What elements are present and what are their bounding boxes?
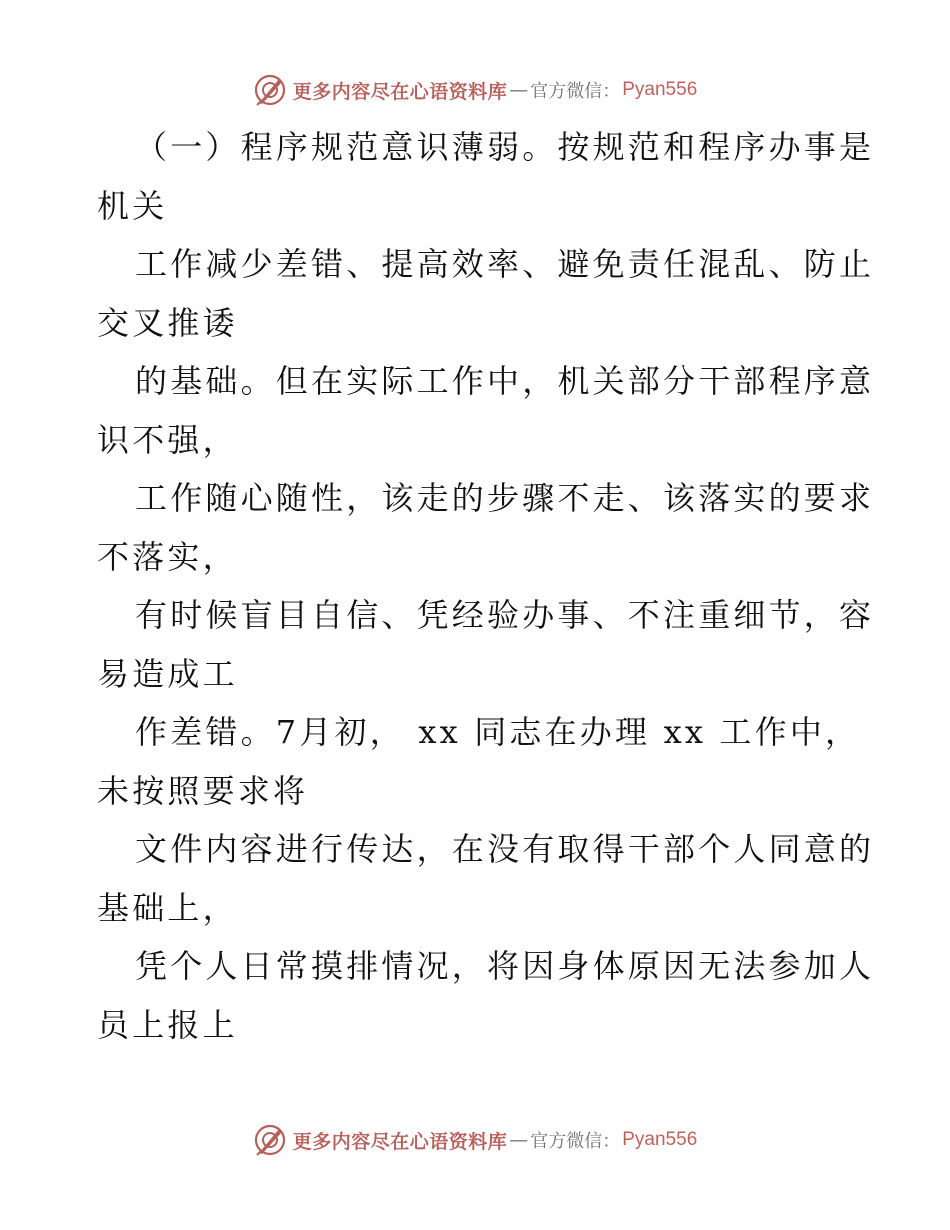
quill-pen-logo-icon: [253, 73, 287, 107]
paragraph-line: 工作减少差错、提高效率、避免责任混乱、防止: [135, 245, 875, 283]
footer-watermark-banner: [0, 1120, 950, 1160]
paragraph-line-wrap: 易造成工: [97, 654, 238, 693]
watermark-wechat-label: 官方微信：: [530, 1131, 621, 1152]
paragraph-line-wrap: 基础上，: [97, 888, 238, 927]
paragraph-line-wrap: 员上报上: [97, 1005, 238, 1044]
watermark-wechat-id: Pyan556: [622, 1129, 698, 1150]
paragraph: [97, 352, 875, 469]
watermark-wechat-id: Pyan556: [622, 79, 698, 100]
paragraph: [97, 937, 875, 1054]
paragraph-line-wrap: 交叉推诿: [97, 303, 238, 342]
paragraph-line: 文件内容进行传达，在没有取得干部个人同意的: [135, 830, 875, 868]
watermark-site-text: 更多内容尽在心语资料库: [292, 80, 508, 103]
quill-pen-logo-icon: [253, 1123, 287, 1157]
paragraph-line-wrap: 机关: [97, 186, 168, 225]
document-body: [97, 118, 875, 1054]
paragraph-line: 工作随心随性，该走的步骤不走、该落实的要求: [135, 479, 875, 517]
paragraph: [97, 586, 875, 703]
watermark-wechat-label: 官方微信：: [530, 81, 621, 102]
paragraph-line: 作差错。7月初， xx 同志在办理 xx 工作中，: [135, 713, 861, 751]
watermark-site-text: 更多内容尽在心语资料库: [292, 1130, 508, 1153]
paragraph: [97, 118, 875, 235]
paragraph-line: 的基础。但在实际工作中，机关部分干部程序意: [135, 362, 875, 400]
paragraph-line-wrap: 不落实，: [97, 537, 238, 576]
paragraph-line: 凭个人日常摸排情况，将因身体原因无法参加人: [135, 947, 875, 985]
watermark-separator: —: [509, 1129, 529, 1151]
paragraph-line-wrap: 识不强，: [97, 420, 238, 459]
header-watermark-banner: [0, 70, 950, 110]
paragraph: [97, 469, 875, 586]
paragraph: [97, 820, 875, 937]
watermark-separator: —: [509, 79, 529, 101]
paragraph-line-wrap: 未按照要求将: [97, 771, 309, 810]
paragraph-line: 有时候盲目自信、凭经验办事、不注重细节，容: [135, 596, 875, 634]
paragraph: [97, 235, 875, 352]
paragraph-line: （一）程序规范意识薄弱。按规范和程序办事是: [135, 128, 875, 166]
paragraph: [97, 703, 861, 820]
